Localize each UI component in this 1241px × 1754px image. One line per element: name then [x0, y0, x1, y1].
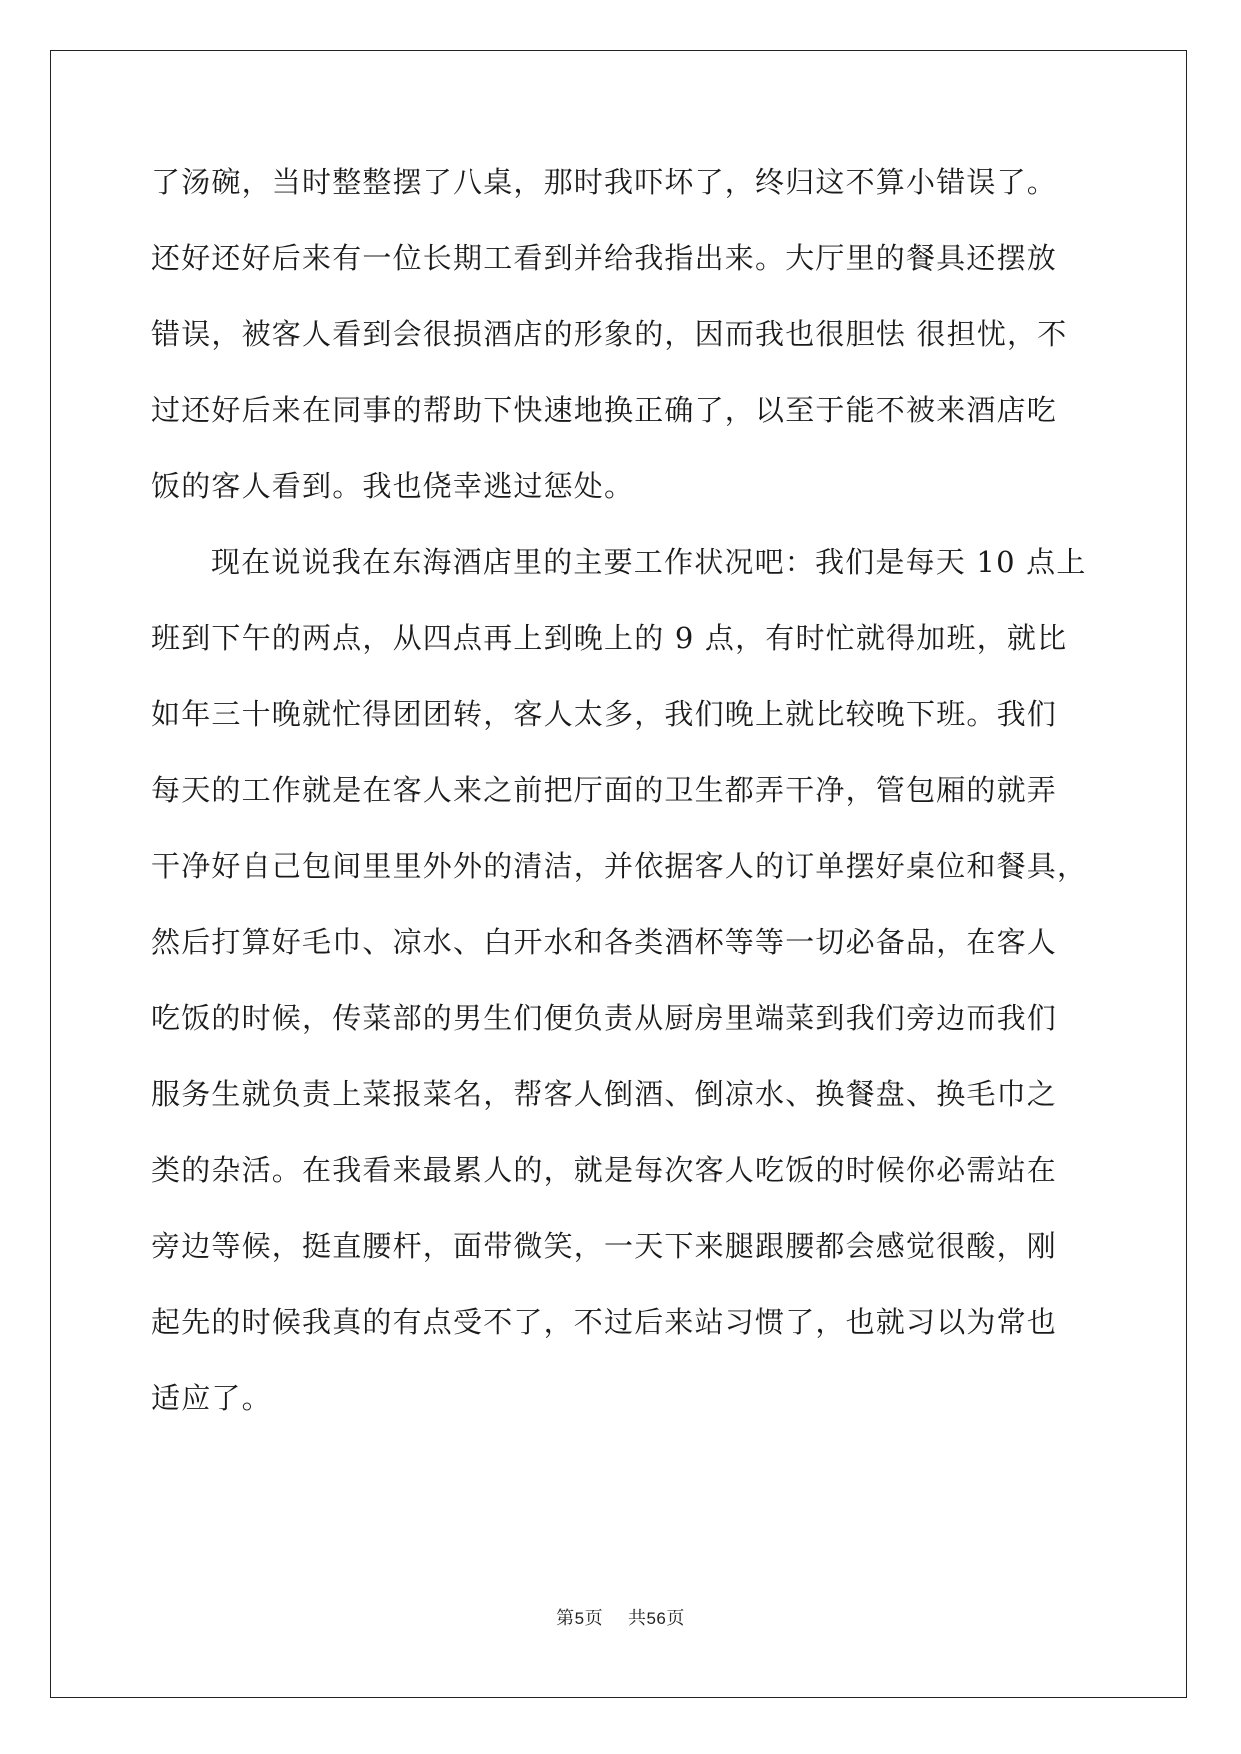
text-line: 过还好后来在同事的帮助下快速地换正确了，以至于能不被来酒店吃: [151, 393, 1058, 427]
page-footer: [0, 1604, 1241, 1630]
text-line: 吃饭的时候，传菜部的男生们便负责从厨房里端菜到我们旁边而我们: [151, 1001, 1058, 1035]
footer-total-suffix: 页: [666, 1608, 685, 1629]
text-line: 每天的工作就是在客人来之前把厅面的卫生都弄干净，管包厢的就弄: [151, 773, 1058, 807]
total-pages-number: 56: [646, 1609, 667, 1628]
text-line: 起先的时候我真的有点受不了，不过后来站习惯了，也就习以为常也: [151, 1305, 1058, 1339]
text-line: 班到下午的两点，从四点再上到晚上的 9 点，有时忙就得加班，就比: [151, 621, 1068, 655]
text-line: 饭的客人看到。我也侥幸逃过惩处。: [151, 469, 635, 503]
text-line: 然后打算好毛巾、凉水、白开水和各类酒杯等等一切必备品，在客人: [151, 925, 1058, 959]
text-line: 旁边等候，挺直腰杆，面带微笑，一天下来腿跟腰都会感觉很酸，刚: [151, 1229, 1058, 1263]
current-page-number: 5: [574, 1609, 585, 1628]
text-line: 还好还好后来有一位长期工看到并给我指出来。大厅里的餐具还摆放: [151, 241, 1058, 275]
paragraph-start-line: 现在说说我在东海酒店里的主要工作状况吧：我们是每天 10 点上: [211, 545, 1087, 579]
footer-total-prefix: 共: [627, 1608, 647, 1629]
footer-page-word: 页: [584, 1608, 604, 1629]
text-line: 服务生就负责上菜报菜名，帮客人倒酒、倒凉水、换餐盘、换毛巾之: [151, 1077, 1058, 1111]
text-line: 适应了。: [151, 1381, 272, 1415]
text-line: 干净好自己包间里里外外的清洁，并依据客人的订单摆好桌位和餐具，: [151, 849, 1088, 883]
text-line: 错误，被客人看到会很损酒店的形象的，因而我也很胆怯 很担忧，不: [151, 317, 1068, 351]
text-line: 类的杂活。在我看来最累人的，就是每次客人吃饭的时候你必需站在: [151, 1153, 1058, 1187]
footer-prefix: 第: [556, 1608, 575, 1629]
text-line: 如年三十晚就忙得团团转，客人太多，我们晚上就比较晚下班。我们: [151, 697, 1058, 731]
text-line: 了汤碗，当时整整摆了八桌，那时我吓坏了，终归这不算小错误了。: [151, 165, 1058, 199]
